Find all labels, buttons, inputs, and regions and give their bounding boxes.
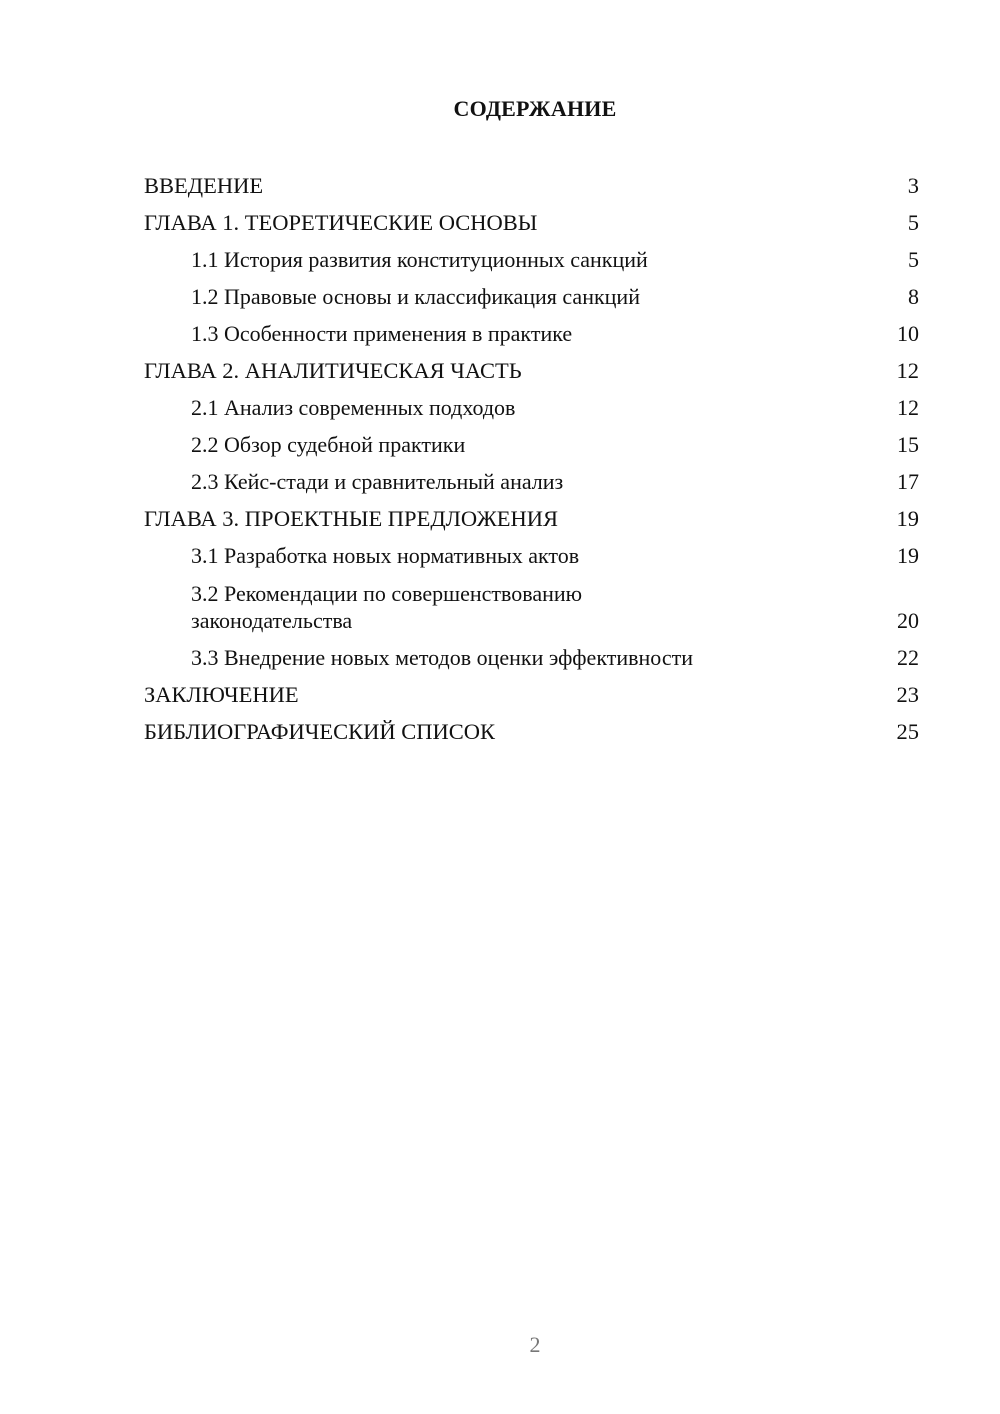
toc-entry-section-3-1[interactable] [144, 537, 919, 574]
toc-entry-label: 3.1 Разработка новых нормативных актов [191, 543, 580, 568]
toc-entry-label: ГЛАВА 1. ТЕОРЕТИЧЕСКИЕ ОСНОВЫ [144, 210, 538, 235]
toc-entry-page: 17 [897, 469, 919, 494]
toc-entry-label: ЗАКЛЮЧЕНИЕ [144, 682, 299, 707]
toc-entry-page: 19 [896, 506, 919, 531]
page-number: 2 [529, 1332, 541, 1357]
toc-entry-label: 1.3 Особенности применения в практике [191, 321, 573, 346]
toc-entry-page: 10 [897, 321, 919, 346]
toc-entry-label: ГЛАВА 2. АНАЛИТИЧЕСКАЯ ЧАСТЬ [144, 358, 522, 383]
toc-entry-page: 23 [896, 682, 919, 707]
toc-entry-page: 8 [908, 284, 919, 309]
toc-entry-page: 25 [896, 719, 919, 744]
table-of-contents [144, 167, 919, 750]
toc-entry-chapter-2[interactable] [144, 352, 919, 389]
toc-entry-label: 2.1 Анализ современных подходов [191, 395, 516, 420]
page-title: СОДЕРЖАНИЕ [453, 96, 617, 121]
toc-entry-chapter-3[interactable] [144, 500, 919, 537]
toc-entry-section-1-3[interactable] [144, 315, 919, 352]
toc-entry-chapter-1[interactable] [144, 204, 919, 241]
toc-entry-section-2-3[interactable] [144, 463, 919, 500]
toc-entry-introduction[interactable] [144, 167, 919, 204]
toc-entry-section-2-1[interactable] [144, 389, 919, 426]
toc-entry-page: 12 [896, 358, 919, 383]
toc-entry-section-1-2[interactable] [144, 278, 919, 315]
toc-entry-label: 1.1 История развития конституционных санкций [191, 247, 648, 272]
toc-entry-section-3-2[interactable] [144, 574, 919, 639]
toc-entry-label: 2.2 Обзор судебной практики [191, 432, 466, 457]
toc-entry-page: 22 [897, 645, 919, 670]
toc-entry-label: БИБЛИОГРАФИЧЕСКИЙ СПИСОК [144, 719, 496, 744]
toc-entry-page: 19 [897, 543, 919, 568]
toc-entry-label: 1.2 Правовые основы и классификация санкций [191, 284, 640, 309]
toc-entry-page: 12 [897, 395, 919, 420]
toc-entry-conclusion[interactable] [144, 676, 919, 713]
toc-entry-label: 2.3 Кейс-стади и сравнительный анализ [191, 469, 564, 494]
toc-entry-page: 5 [908, 247, 919, 272]
toc-entry-label: ГЛАВА 3. ПРОЕКТНЫЕ ПРЕДЛОЖЕНИЯ [144, 506, 559, 531]
toc-entry-bibliography[interactable] [144, 713, 919, 750]
toc-entry-page: 3 [907, 173, 919, 198]
toc-entry-label: 3.2 Рекомендации по совершенствованию законодательства [191, 581, 583, 633]
toc-entry-label: 3.3 Внедрение новых методов оценки эффективности [191, 645, 693, 670]
toc-entry-section-3-3[interactable] [144, 639, 919, 676]
toc-entry-section-2-2[interactable] [144, 426, 919, 463]
toc-entry-label: ВВЕДЕНИЕ [144, 173, 264, 198]
toc-entry-page: 5 [907, 210, 919, 235]
toc-entry-page: 15 [897, 432, 919, 457]
toc-entry-section-1-1[interactable] [144, 241, 919, 278]
toc-entry-page: 20 [897, 608, 919, 633]
